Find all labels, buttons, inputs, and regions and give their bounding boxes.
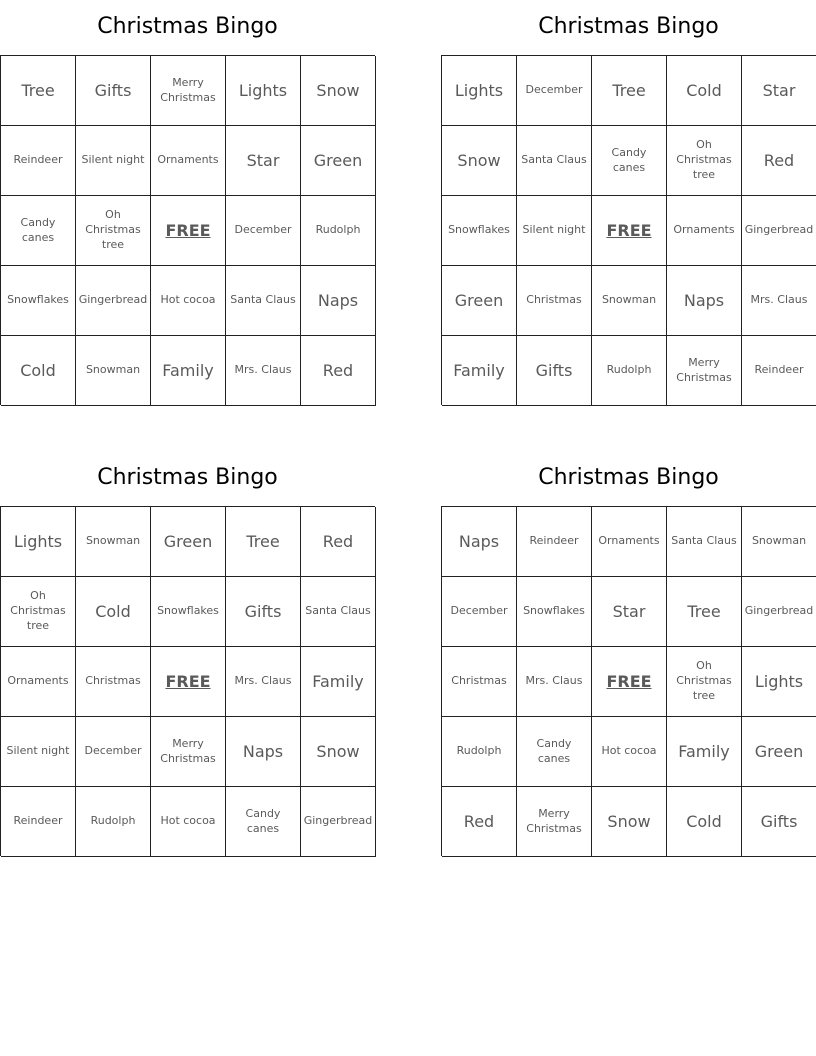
bingo-cell: Snow	[301, 56, 376, 126]
bingo-cell: Reindeer	[517, 507, 592, 577]
bingo-cell: Tree	[226, 507, 301, 577]
bingo-cell: Red	[301, 336, 376, 406]
bingo-cell: Mrs. Claus	[517, 647, 592, 717]
bingo-cell: Family	[301, 647, 376, 717]
bingo-cell: Merry Christmas	[667, 336, 742, 406]
bingo-cell: Lights	[1, 507, 76, 577]
bingo-cell: Rudolph	[592, 336, 667, 406]
bingo-cell: Oh Christmas tree	[667, 126, 742, 196]
bingo-cell: Tree	[592, 56, 667, 126]
bingo-cell: Family	[151, 336, 226, 406]
bingo-card-3	[0, 461, 375, 856]
bingo-cell: Cold	[667, 56, 742, 126]
bingo-cell: Mrs. Claus	[742, 266, 816, 336]
bingo-cell: Christmas	[442, 647, 517, 717]
bingo-cell: Gingerbread	[742, 577, 816, 647]
bingo-cell: Oh Christmas tree	[667, 647, 742, 717]
bingo-cell: Santa Claus	[301, 577, 376, 647]
bingo-cell: Reindeer	[742, 336, 816, 406]
bingo-cell: Lights	[742, 647, 816, 717]
bingo-cell: Hot cocoa	[592, 717, 667, 787]
bingo-cell: Reindeer	[1, 787, 76, 857]
bingo-cell: Candy canes	[1, 196, 76, 266]
bingo-cell: Merry Christmas	[151, 56, 226, 126]
bingo-cell: Candy canes	[592, 126, 667, 196]
bingo-cell: Gingerbread	[742, 196, 816, 266]
bingo-cell: Ornaments	[151, 126, 226, 196]
bingo-cell: Oh Christmas tree	[1, 577, 76, 647]
bingo-cell: Green	[742, 717, 816, 787]
bingo-cell: Snowflakes	[151, 577, 226, 647]
bingo-cell: Rudolph	[301, 196, 376, 266]
bingo-cell: Gifts	[517, 336, 592, 406]
bingo-cell: Green	[301, 126, 376, 196]
bingo-cell: December	[442, 577, 517, 647]
bingo-card-1	[0, 10, 375, 405]
card-title: Christmas Bingo	[538, 465, 719, 490]
bingo-cell: Star	[226, 126, 301, 196]
bingo-cell: Red	[442, 787, 517, 857]
bingo-cell: Hot cocoa	[151, 266, 226, 336]
bingo-card-2	[441, 10, 816, 405]
bingo-cell: Santa Claus	[667, 507, 742, 577]
bingo-grid	[441, 506, 816, 856]
bingo-cell: Lights	[226, 56, 301, 126]
bingo-cell: Rudolph	[76, 787, 151, 857]
bingo-cell: Oh Christmas tree	[76, 196, 151, 266]
bingo-cell: Snowflakes	[517, 577, 592, 647]
free-space: FREE	[592, 647, 667, 717]
bingo-cell: Santa Claus	[226, 266, 301, 336]
card-title: Christmas Bingo	[97, 14, 278, 39]
bingo-cell: Snow	[442, 126, 517, 196]
bingo-cell: Mrs. Claus	[226, 647, 301, 717]
free-space: FREE	[592, 196, 667, 266]
bingo-cell: Snowflakes	[442, 196, 517, 266]
bingo-cell: Snow	[301, 717, 376, 787]
bingo-cell: Naps	[301, 266, 376, 336]
bingo-cell: Snowman	[742, 507, 816, 577]
bingo-cell: Tree	[1, 56, 76, 126]
bingo-cell: Candy canes	[517, 717, 592, 787]
bingo-cell: Christmas	[517, 266, 592, 336]
bingo-cell: Hot cocoa	[151, 787, 226, 857]
bingo-cell: Silent night	[76, 126, 151, 196]
bingo-cell: Snowflakes	[1, 266, 76, 336]
bingo-cell: Snowman	[76, 507, 151, 577]
bingo-cell: Gifts	[742, 787, 816, 857]
bingo-cell: Ornaments	[667, 196, 742, 266]
bingo-grid	[0, 55, 375, 405]
bingo-cell: Christmas	[76, 647, 151, 717]
bingo-card-4	[441, 461, 816, 856]
bingo-cell: Green	[442, 266, 517, 336]
bingo-cell: Cold	[76, 577, 151, 647]
bingo-cell: Green	[151, 507, 226, 577]
bingo-cell: Naps	[226, 717, 301, 787]
bingo-cell: December	[517, 56, 592, 126]
bingo-cell: Merry Christmas	[151, 717, 226, 787]
bingo-cell: Gingerbread	[76, 266, 151, 336]
bingo-cell: December	[76, 717, 151, 787]
bingo-cell: Gifts	[226, 577, 301, 647]
bingo-grid	[0, 506, 375, 856]
bingo-cell: Ornaments	[592, 507, 667, 577]
free-space: FREE	[151, 196, 226, 266]
bingo-cell: Mrs. Claus	[226, 336, 301, 406]
bingo-cell: Lights	[442, 56, 517, 126]
bingo-cell: Naps	[667, 266, 742, 336]
bingo-cell: Gifts	[76, 56, 151, 126]
bingo-cell: Star	[742, 56, 816, 126]
bingo-cell: Family	[667, 717, 742, 787]
bingo-cell: Family	[442, 336, 517, 406]
bingo-cell: Red	[301, 507, 376, 577]
bingo-cell: Naps	[442, 507, 517, 577]
bingo-cell: Rudolph	[442, 717, 517, 787]
bingo-cell: Cold	[1, 336, 76, 406]
bingo-cell: Star	[592, 577, 667, 647]
bingo-cell: Cold	[667, 787, 742, 857]
bingo-grid	[441, 55, 816, 405]
free-space: FREE	[151, 647, 226, 717]
bingo-cell: Silent night	[517, 196, 592, 266]
bingo-cell: Snowman	[76, 336, 151, 406]
bingo-cell: Red	[742, 126, 816, 196]
bingo-cell: Gingerbread	[301, 787, 376, 857]
bingo-cell: Snowman	[592, 266, 667, 336]
bingo-cell: Reindeer	[1, 126, 76, 196]
bingo-cell: Santa Claus	[517, 126, 592, 196]
bingo-cell: Snow	[592, 787, 667, 857]
card-title: Christmas Bingo	[97, 465, 278, 490]
bingo-cell: Ornaments	[1, 647, 76, 717]
bingo-cell: Merry Christmas	[517, 787, 592, 857]
bingo-cell: Candy canes	[226, 787, 301, 857]
bingo-cell: December	[226, 196, 301, 266]
bingo-cell: Tree	[667, 577, 742, 647]
card-title: Christmas Bingo	[538, 14, 719, 39]
bingo-cell: Silent night	[1, 717, 76, 787]
